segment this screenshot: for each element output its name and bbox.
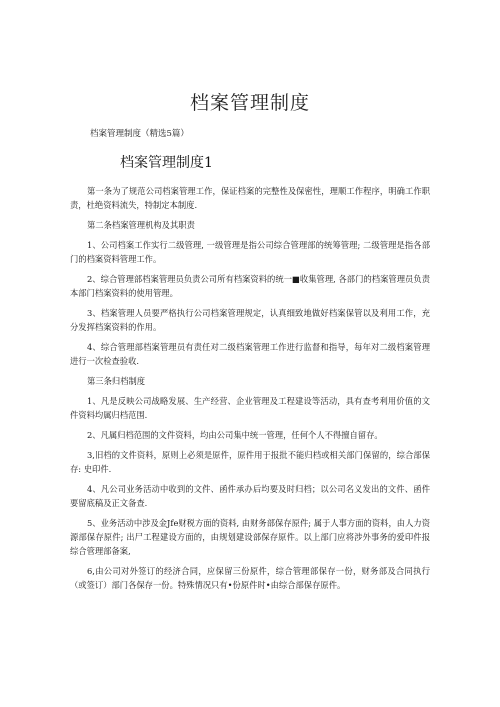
paragraph-item: 1、公司档案工作实行二级管理, 一级管理是指公司综合管理部的统筹管理; 二级管理是指各部门的档案资料管理工作。 bbox=[70, 240, 430, 264]
paragraph-item: 4、综合管理部档案管理员有责任对二级档案管理工作进行监督和指导，每年对二级档案管理进行一次检查验收. bbox=[70, 342, 430, 366]
paragraph-item: 2、综合管理部档案管理员负责公司所有档案资料的统一■收集管理, 各部门的档案管理员负责本部门档案资料的使用管理。 bbox=[70, 274, 430, 298]
paragraph-item: 5、业务活动中涉及金Jfe财税方面的资料, 由财务部保存原件; 属于人事方面的资料，由人力资源部保存原件; 出尸工程建设方面的，由规划建设部保存原件。以上部门应将涉外事务的爱印件报综合管理部备案, bbox=[70, 518, 430, 556]
paragraph-article-1: 第一条为了规范公司档案管理工作，保证档案的完整性及保密性，理顺工作程序，明确工作职责，杜绝资料流失，特制定本制度. bbox=[70, 186, 430, 210]
section-heading: 档案管理制度1 bbox=[120, 155, 213, 171]
document-subtitle: 档案管理制度（精选5篇） bbox=[90, 129, 189, 139]
paragraph-item: 6,由公司对外签订的经济合同，应保留三份原件，综合管理部保存一份，财务部及合同执行（或签订）部门各保存一份。特殊情况只有•份原件时•由综合部保存原件。 bbox=[70, 566, 430, 590]
paragraph-item: 3、档案管理人员要严格执行公司档案管理规定，认真细致地做好档案保管以及利用工作，充分发挥档案资料的作用。 bbox=[70, 308, 430, 332]
paragraph-item: 2、凡属归档范围的文件资料，均由公司集中统一管理，任何个人不得擅自留存。 bbox=[87, 430, 383, 440]
document-title: 档案管理制度 bbox=[189, 92, 310, 114]
paragraph-article-2-heading: 第二条档案管理机构及其职责 bbox=[87, 220, 195, 230]
paragraph-item: 3,旧档的文件资料，原则上必须是原件，原件用于报批不能归档或相关部门保留的，综合部保存: 史印件. bbox=[70, 450, 430, 474]
paragraph-item: 4、凡公司业务活动中收到的文件、函件承办后均要及时归档；以公司名义发出的文件、函件要留底稿及正文备查. bbox=[70, 484, 430, 508]
paragraph-article-3-heading: 第三条归档制度 bbox=[87, 376, 146, 386]
paragraph-item: 1、凡是反映公司战略发展、生产经营、企业管理及工程建设等活动，具有查考利用价值的文件资料均属归档范围. bbox=[70, 396, 430, 420]
document-body bbox=[70, 184, 430, 598]
